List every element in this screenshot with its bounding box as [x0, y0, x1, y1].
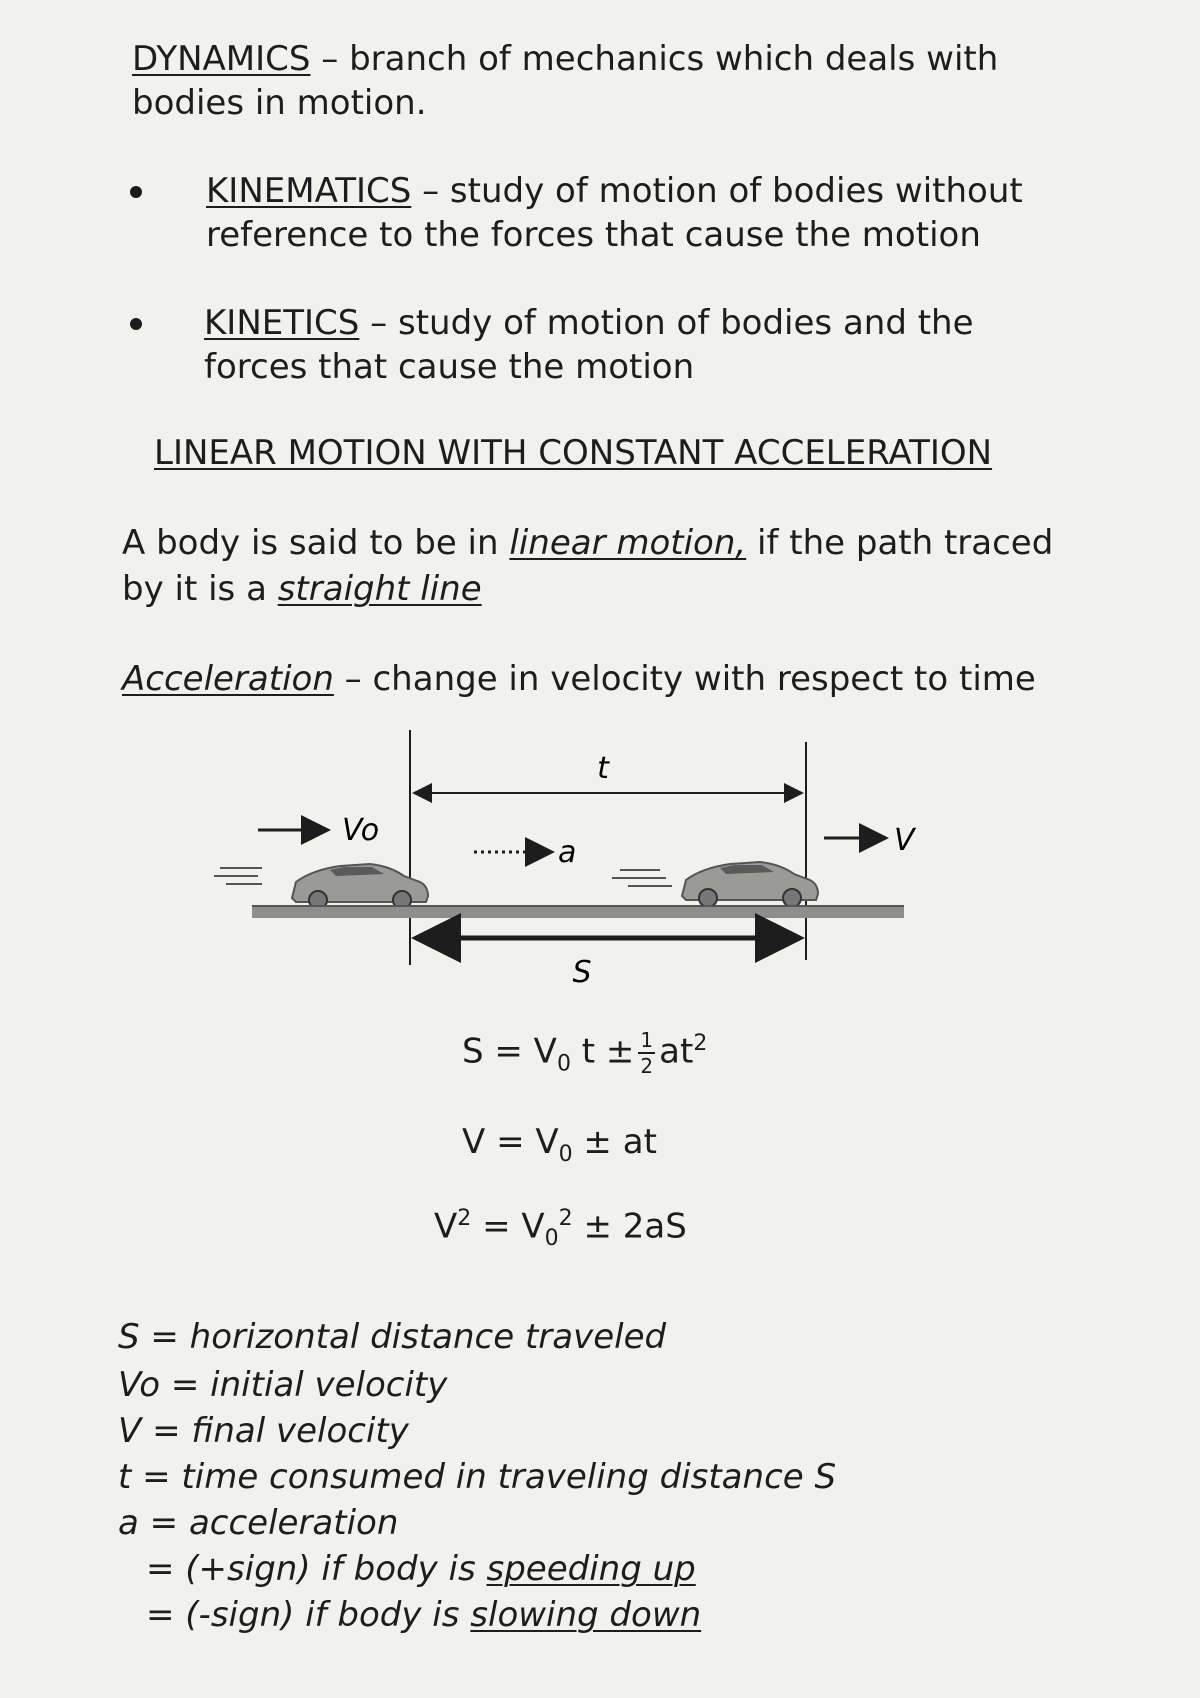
acceleration-term: Acceleration — [122, 659, 334, 699]
eq1-right: at — [659, 1031, 694, 1072]
label-t: t — [597, 751, 609, 786]
car-end-icon — [682, 862, 818, 907]
eq1-space — [571, 1032, 582, 1072]
dynamics-line-1 — [132, 38, 998, 82]
linear-motion-mid: if the path traced — [746, 523, 1054, 563]
legend-a: a = acceleration — [118, 1503, 399, 1543]
dynamics-definition: – branch of mechanics which deals with — [310, 39, 999, 79]
kinetics-term: KINETICS — [204, 303, 360, 343]
eq3-right: ± 2aS — [572, 1206, 687, 1247]
one-half-fraction — [638, 1030, 655, 1076]
equation-velocity — [462, 1122, 657, 1167]
speed-lines-right — [612, 870, 672, 886]
dynamics-line-2: bodies in motion. — [132, 83, 427, 123]
label-a: a — [558, 835, 577, 870]
eq2-right: ± at — [572, 1122, 657, 1162]
fraction-denominator: 2 — [640, 1054, 654, 1078]
eq1-mid: t ± — [581, 1031, 635, 1072]
road — [252, 906, 904, 918]
fraction-numerator: 1 — [640, 1028, 654, 1052]
label-v: V — [894, 823, 915, 858]
kinetics-line-1 — [204, 302, 974, 346]
straight-line-term: straight line — [277, 569, 482, 609]
eq2-left: V = V — [462, 1122, 559, 1162]
slowing-down-term: slowing down — [470, 1595, 702, 1635]
sign-note-plus-prefix: = (+sign) if body is — [146, 1549, 487, 1589]
legend-v0: Vo = initial velocity — [118, 1365, 448, 1405]
legend-v: V = final velocity — [118, 1411, 409, 1451]
eq1-superscript: 2 — [693, 1031, 708, 1057]
dynamics-term: DYNAMICS — [132, 39, 311, 79]
equation-velocity-squared — [434, 1206, 687, 1251]
label-s: S — [572, 955, 592, 990]
eq2-subscript: 0 — [558, 1141, 573, 1167]
bullet-dot-kinematics — [130, 186, 142, 198]
linear-motion-line2-prefix: by it is a — [122, 569, 278, 609]
eq3-superscript-1: 2 — [457, 1206, 472, 1231]
acceleration-line — [122, 658, 1036, 702]
eq3-subscript: 0 — [544, 1226, 559, 1252]
label-v0: Vo — [342, 813, 380, 848]
motion-diagram — [0, 720, 1200, 990]
car-start-icon — [292, 864, 428, 909]
acceleration-definition: – change in velocity with respect to time — [333, 659, 1036, 699]
eq3-superscript-2: 2 — [558, 1206, 573, 1231]
speeding-up-term: speeding up — [486, 1549, 696, 1589]
linear-motion-term: linear motion, — [509, 523, 747, 563]
sign-note-slowing-down — [146, 1594, 701, 1638]
legend-t: t = time consumed in traveling distance S — [118, 1457, 837, 1497]
legend-s: S = horizontal distance traveled — [118, 1317, 667, 1357]
linear-motion-line-2 — [122, 568, 482, 612]
eq3-left: V — [434, 1206, 458, 1247]
eq3-mid: = V — [471, 1206, 545, 1247]
kinematics-definition: – study of motion of bodies without — [411, 171, 1023, 211]
kinetics-line-2: forces that cause the motion — [204, 347, 695, 387]
equation-distance — [462, 1030, 707, 1076]
sign-note-speeding-up — [146, 1548, 696, 1592]
linear-motion-line-1 — [122, 522, 1053, 566]
kinematics-term: KINEMATICS — [206, 171, 412, 211]
eq1-subscript: 0 — [556, 1051, 571, 1077]
bullet-dot-kinetics — [130, 318, 142, 330]
eq1-left: S = V — [462, 1031, 557, 1072]
section-heading: LINEAR MOTION WITH CONSTANT ACCELERATION — [154, 433, 993, 473]
sign-note-minus-prefix: = (-sign) if body is — [146, 1595, 471, 1635]
kinematics-line-1 — [206, 170, 1023, 214]
kinetics-definition: – study of motion of bodies and the — [359, 303, 974, 343]
linear-motion-prefix: A body is said to be in — [122, 523, 510, 563]
speed-lines-left — [214, 868, 262, 884]
kinematics-line-2: reference to the forces that cause the motion — [206, 215, 981, 255]
